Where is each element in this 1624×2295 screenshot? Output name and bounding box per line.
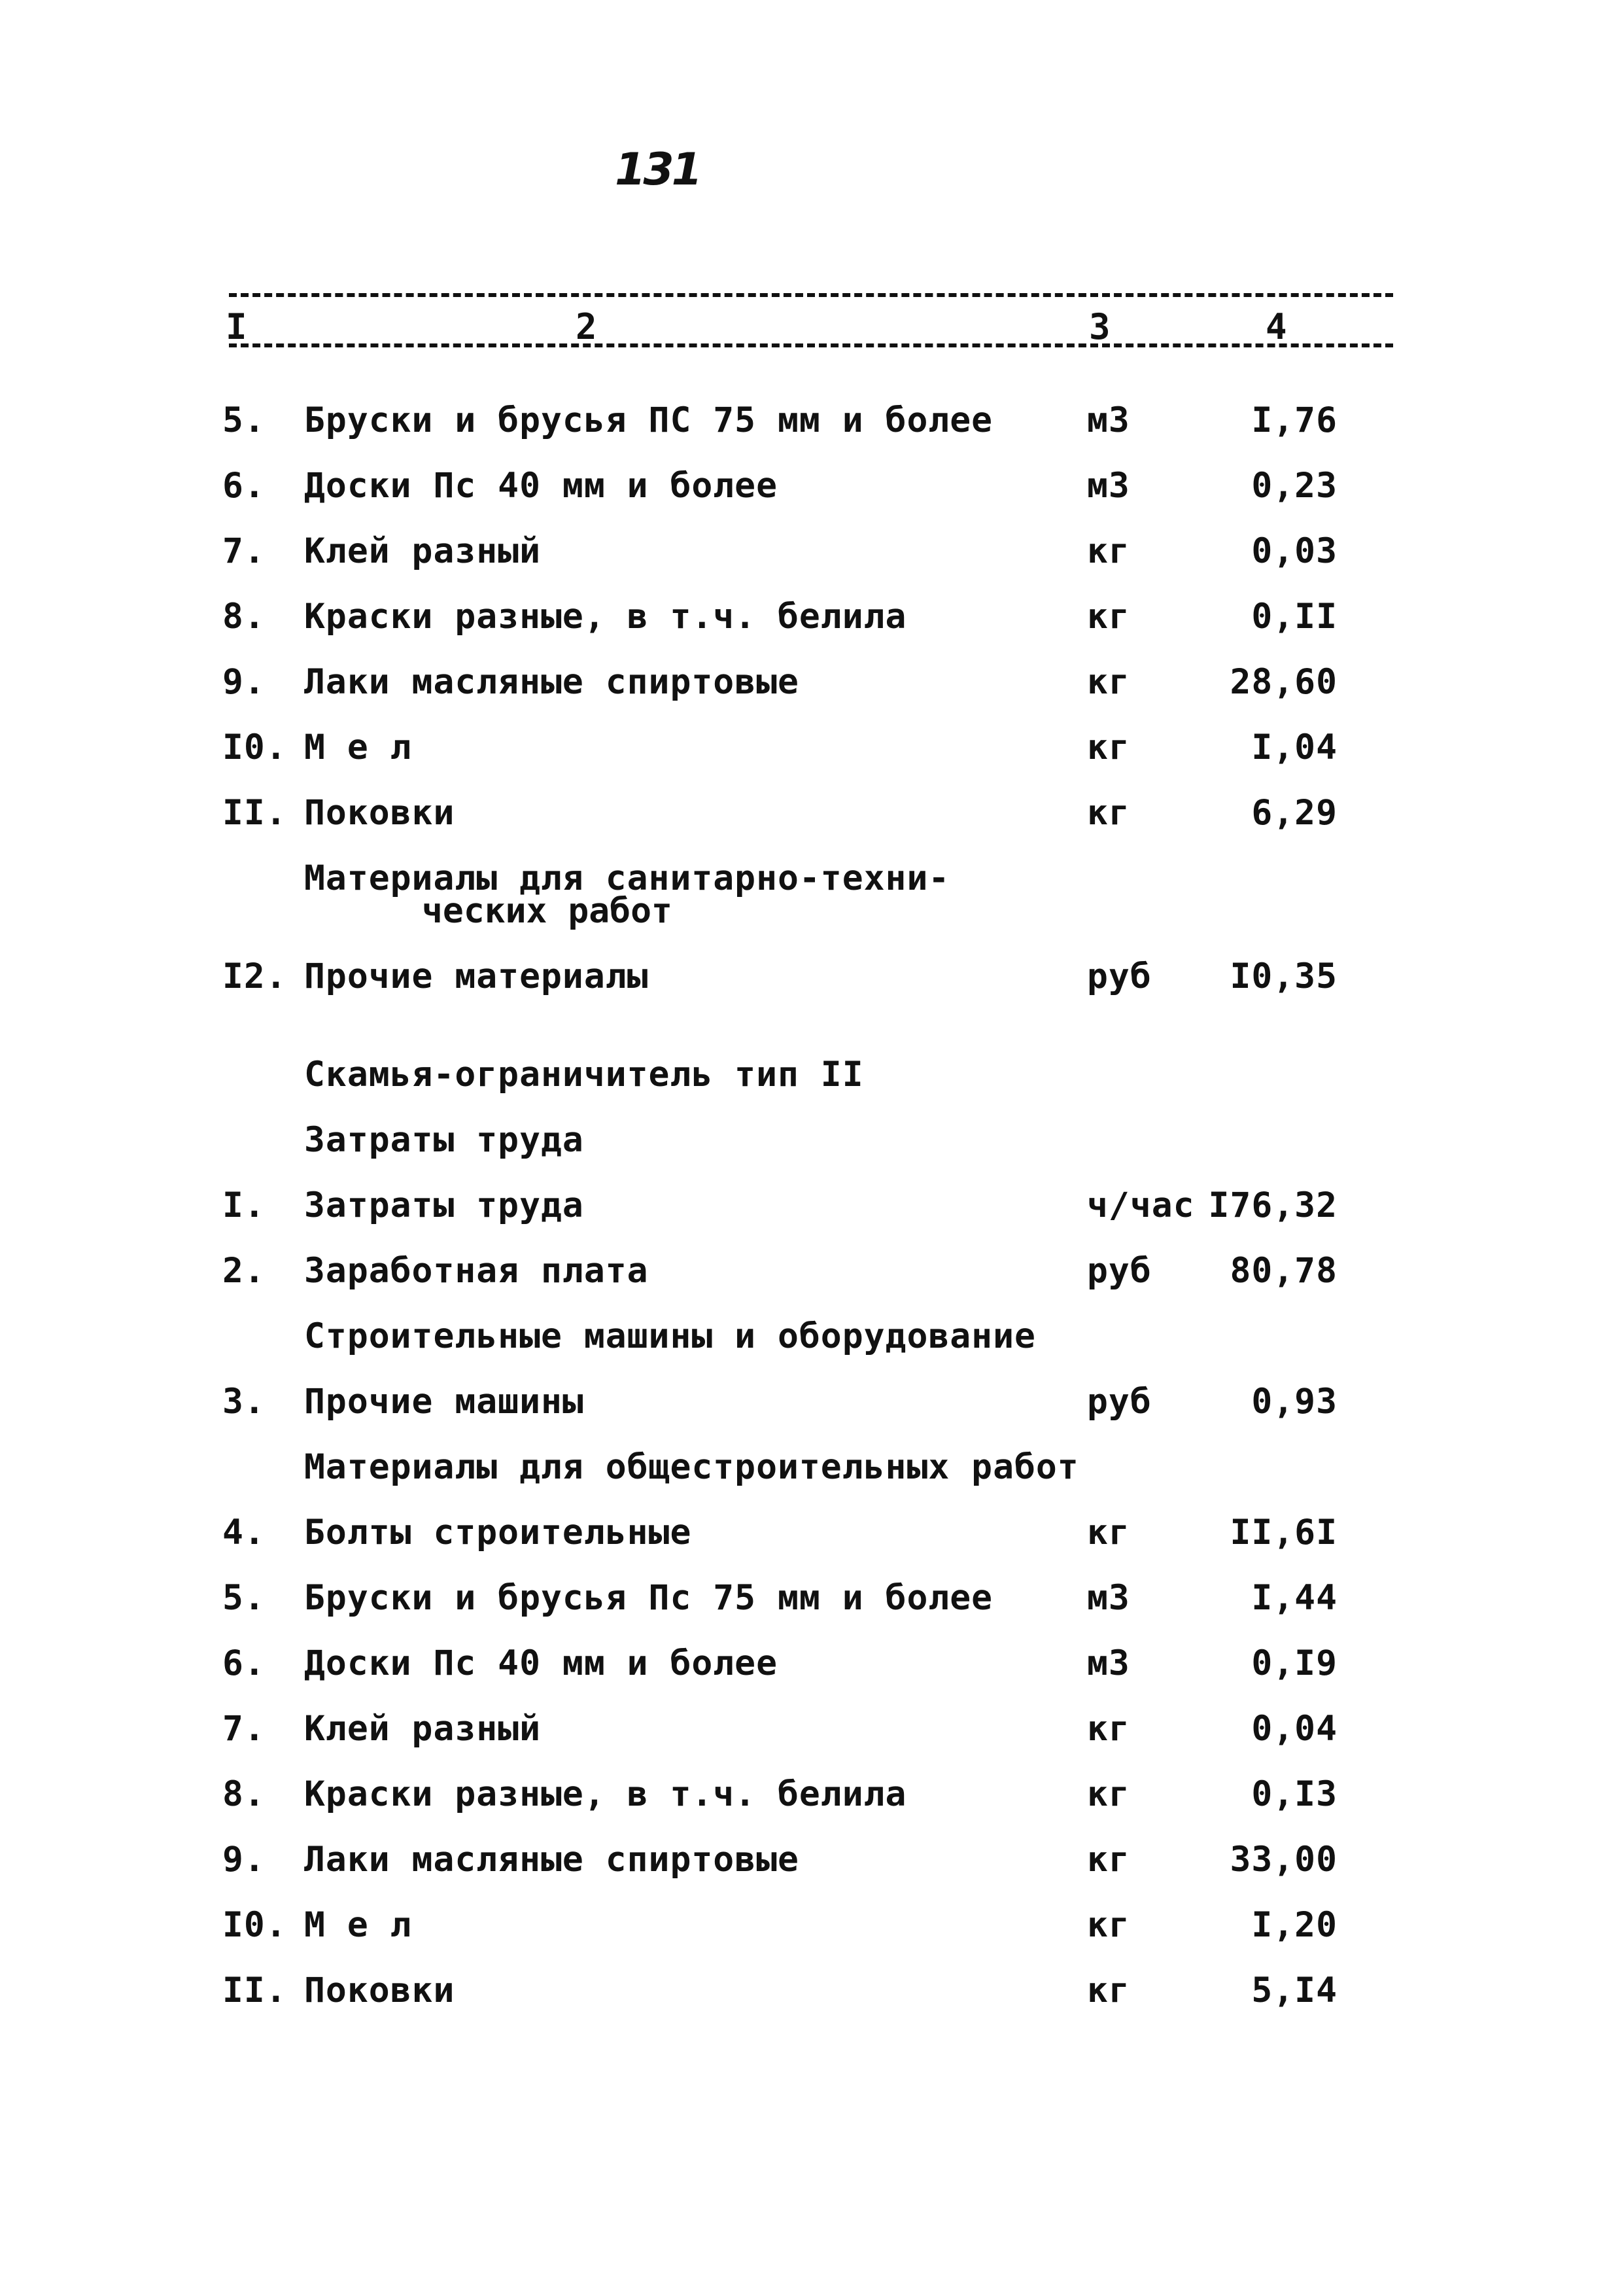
row-number: I0.: [222, 727, 287, 767]
row-unit: кг: [1087, 1709, 1130, 1749]
row-unit: кг: [1087, 531, 1130, 571]
row-value: I,04: [1251, 727, 1338, 767]
row-number: 7.: [222, 531, 266, 571]
row-unit: м3: [1087, 466, 1130, 506]
row-name: Поковки: [304, 1971, 455, 2010]
row-name: Доски Пс 40 мм и более: [304, 466, 778, 506]
table-row: [0, 400, 1624, 459]
header-col-1: I: [226, 306, 247, 347]
header-rule-bottom: [229, 343, 1393, 347]
row-unit: кг: [1087, 597, 1130, 637]
row-unit: кг: [1087, 1513, 1130, 1552]
row-number: 5.: [222, 1578, 266, 1618]
row-number: I0.: [222, 1905, 287, 1945]
table-row: [0, 1643, 1624, 1702]
row-value: I0,35: [1230, 956, 1338, 996]
row-name: Затраты труда: [304, 1185, 584, 1225]
row-unit: м3: [1087, 1643, 1130, 1683]
row-number: I2.: [222, 956, 287, 996]
row-unit: кг: [1087, 1840, 1130, 1880]
row-name: Краски разные, в т.ч. белила: [304, 597, 907, 637]
row-value: I,44: [1251, 1578, 1338, 1618]
row-name: Лаки масляные спиртовые: [304, 1840, 799, 1880]
row-value: 0,I9: [1251, 1643, 1338, 1683]
row-value: 0,04: [1251, 1709, 1338, 1749]
row-name: Болты строительные: [304, 1513, 692, 1552]
section-machines: Строительные машины и оборудование: [304, 1316, 1036, 1356]
table-row: [0, 1578, 1624, 1637]
row-name: Прочие машины: [304, 1382, 584, 1422]
row-value: I76,32: [1208, 1185, 1338, 1225]
section-heading: [0, 1120, 1624, 1179]
row-name: Бруски и брусья Пс 75 мм и более: [304, 1578, 993, 1618]
table-row: [0, 1971, 1624, 2029]
row-value: 33,00: [1230, 1840, 1338, 1880]
section-sanitary-line-1: Материалы для санитарно-техни-: [304, 858, 950, 898]
row-unit: кг: [1087, 727, 1130, 767]
row-name: Бруски и брусья ПС 75 мм и более: [304, 400, 993, 440]
row-name: Лаки масляные спиртовые: [304, 662, 799, 702]
section-heading: [0, 1447, 1624, 1506]
row-value: 0,23: [1251, 466, 1338, 506]
section-heading: [0, 1055, 1624, 1113]
row-name: Доски Пс 40 мм и более: [304, 1643, 778, 1683]
header-col-3: 3: [1089, 306, 1111, 347]
row-name: Клей разный: [304, 531, 541, 571]
row-unit: м3: [1087, 400, 1130, 440]
table-row: [0, 662, 1624, 721]
row-unit: кг: [1087, 1971, 1130, 2010]
header-rule-top: [229, 293, 1393, 297]
row-value: II,6I: [1230, 1513, 1338, 1552]
header-col-2: 2: [576, 306, 597, 347]
row-value: 6,29: [1251, 793, 1338, 833]
row-unit: кг: [1087, 1774, 1130, 1814]
row-unit: кг: [1087, 793, 1130, 833]
page-number: 131: [615, 144, 700, 196]
header-col-4: 4: [1266, 306, 1287, 347]
row-unit: руб: [1087, 956, 1152, 996]
row-value: 0,03: [1251, 531, 1338, 571]
row-unit: руб: [1087, 1382, 1152, 1422]
table-row: [0, 466, 1624, 525]
row-number: 3.: [222, 1382, 266, 1422]
table-row: [0, 1774, 1624, 1833]
table-row: [0, 1185, 1624, 1244]
row-unit: руб: [1087, 1251, 1152, 1291]
row-number: I.: [222, 1185, 266, 1225]
labor-title: Затраты труда: [304, 1120, 584, 1160]
row-unit: кг: [1087, 1905, 1130, 1945]
row-value: I,20: [1251, 1905, 1338, 1945]
row-name: Прочие материалы: [304, 956, 649, 996]
row-number: 7.: [222, 1709, 266, 1749]
row-number: 9.: [222, 1840, 266, 1880]
row-number: II.: [222, 1971, 287, 2010]
row-name: Краски разные, в т.ч. белила: [304, 1774, 907, 1814]
row-number: 5.: [222, 400, 266, 440]
row-number: 4.: [222, 1513, 266, 1552]
row-value: I,76: [1251, 400, 1338, 440]
row-number: 9.: [222, 662, 266, 702]
table-row: [0, 1382, 1624, 1441]
section-heading: [0, 1316, 1624, 1375]
table-row: [0, 956, 1624, 1015]
row-value: 28,60: [1230, 662, 1338, 702]
row-name: М е л: [304, 1905, 412, 1945]
row-number: 8.: [222, 1774, 266, 1814]
row-value: 5,I4: [1251, 1971, 1338, 2010]
row-value: 0,II: [1251, 597, 1338, 637]
row-unit: ч/час: [1087, 1185, 1195, 1225]
table-row: [0, 1709, 1624, 1768]
row-number: II.: [222, 793, 287, 833]
row-value: 80,78: [1230, 1251, 1338, 1291]
table-row: [0, 1905, 1624, 1964]
table-row: [0, 597, 1624, 656]
row-value: 0,I3: [1251, 1774, 1338, 1814]
table-row: [0, 793, 1624, 852]
bench-title: Скамья-ограничитель тип II: [304, 1055, 864, 1095]
row-number: 2.: [222, 1251, 266, 1291]
row-unit: кг: [1087, 662, 1130, 702]
row-number: 6.: [222, 1643, 266, 1683]
row-value: 0,93: [1251, 1382, 1338, 1422]
row-number: 8.: [222, 597, 266, 637]
table-row: [0, 531, 1624, 590]
table-row: [0, 1513, 1624, 1571]
section-sanitary-line-2: ческих работ: [422, 891, 672, 931]
row-unit: м3: [1087, 1578, 1130, 1618]
row-name: Поковки: [304, 793, 455, 833]
row-number: 6.: [222, 466, 266, 506]
section-general: Материалы для общестроительных работ: [304, 1447, 1079, 1487]
table-row: [0, 1251, 1624, 1310]
section-heading: [0, 858, 1624, 917]
row-name: Клей разный: [304, 1709, 541, 1749]
table-row: [0, 1840, 1624, 1899]
row-name: Заработная плата: [304, 1251, 649, 1291]
row-name: М е л: [304, 727, 412, 767]
table-row: [0, 727, 1624, 786]
